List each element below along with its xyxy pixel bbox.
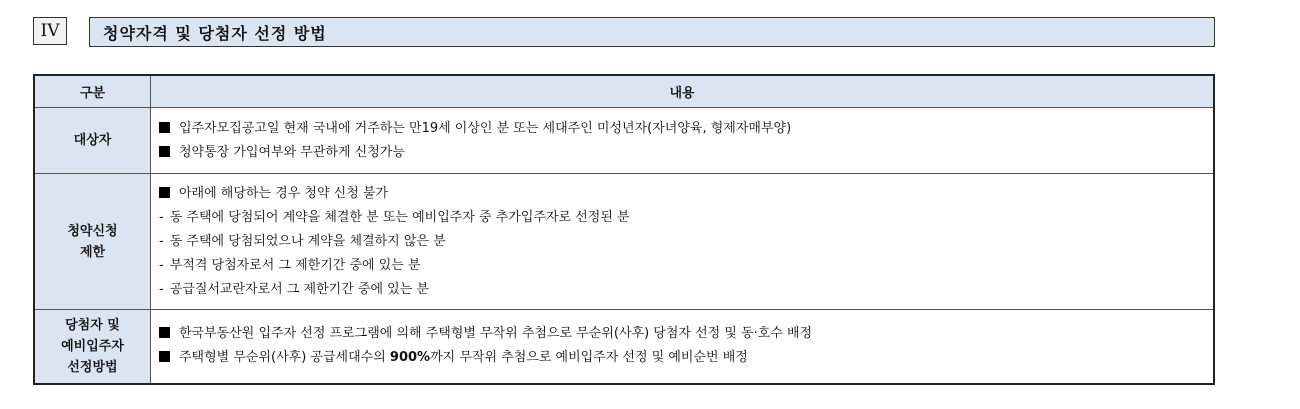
item-text: 동 주택에 당첨되어 계약을 체결한 분 또는 예비입주자 중 추가입주자로 선정된 분 — [169, 209, 630, 225]
square-bullet-icon — [159, 351, 170, 362]
dash-marker: - — [159, 281, 164, 297]
list-item — [159, 141, 1213, 165]
item-text: 아래에 해당하는 경우 청약 신청 불가 — [179, 185, 389, 201]
row-category — [34, 174, 151, 310]
header-category: 구분 — [34, 75, 151, 108]
list-item — [159, 117, 1213, 141]
list-item — [159, 206, 1213, 230]
square-bullet-icon — [159, 327, 170, 338]
section-title: 청약자격 및 당첨자 선정 방법 — [89, 17, 1215, 47]
square-bullet-icon — [159, 122, 170, 133]
section-number: IV — [33, 17, 67, 45]
item-text: 동 주택에 당첨되었으나 계약을 체결하지 않은 분 — [169, 233, 446, 249]
table-header-row — [34, 75, 1214, 108]
category-line: 대상자 — [73, 133, 112, 148]
dash-marker: - — [159, 257, 164, 273]
list-item — [159, 182, 1213, 206]
dash-marker: - — [159, 233, 164, 249]
item-text: 청약통장 가입여부와 무관하게 신청가능 — [179, 144, 405, 160]
category-line: 예비입주자 — [61, 338, 124, 354]
category-line: 청약신청 — [67, 223, 118, 239]
row-content — [151, 108, 1215, 174]
item-text: 입주자모집공고일 현재 국내에 거주하는 만19세 이상인 분 또는 세대주인 미성년자(자녀양육, 형제자매부양) — [179, 120, 792, 136]
row-category — [34, 310, 151, 384]
row-content — [151, 310, 1215, 384]
item-text: 한국부동산원 입주자 선정 프로그램에 의해 주택형별 무작위 추첨으로 무순위(사후) 당첨자 선정 및 동·호수 배정 — [179, 326, 813, 342]
item-text-bold: 900% — [389, 350, 431, 366]
eligibility-table — [33, 74, 1215, 385]
item-text: 공급질서교란자로서 그 제한기간 중에 있는 분 — [169, 281, 429, 297]
row-category — [34, 108, 151, 174]
item-text: 주택형별 무순위(사후) 공급세대수의 — [179, 350, 390, 366]
list-item — [159, 230, 1213, 254]
table-row — [34, 174, 1214, 310]
item-text: 부적격 당첨자로서 그 제한기간 중에 있는 분 — [169, 257, 421, 273]
header-content: 내용 — [151, 75, 1215, 108]
item-text: 까지 무작위 추첨으로 예비입주자 선정 및 예비순번 배정 — [430, 350, 748, 366]
category-line: 제한 — [79, 244, 106, 260]
table-row — [34, 310, 1214, 384]
list-item — [159, 278, 1213, 302]
dash-marker: - — [159, 209, 164, 225]
square-bullet-icon — [159, 187, 170, 198]
category-line: 선정방법 — [67, 359, 118, 375]
list-item — [159, 346, 1213, 370]
square-bullet-icon — [159, 146, 170, 157]
row-content — [151, 174, 1215, 310]
category-line: 당첨자 및 — [65, 317, 120, 333]
table-row — [34, 108, 1214, 174]
list-item — [159, 322, 1213, 346]
list-item — [159, 254, 1213, 278]
